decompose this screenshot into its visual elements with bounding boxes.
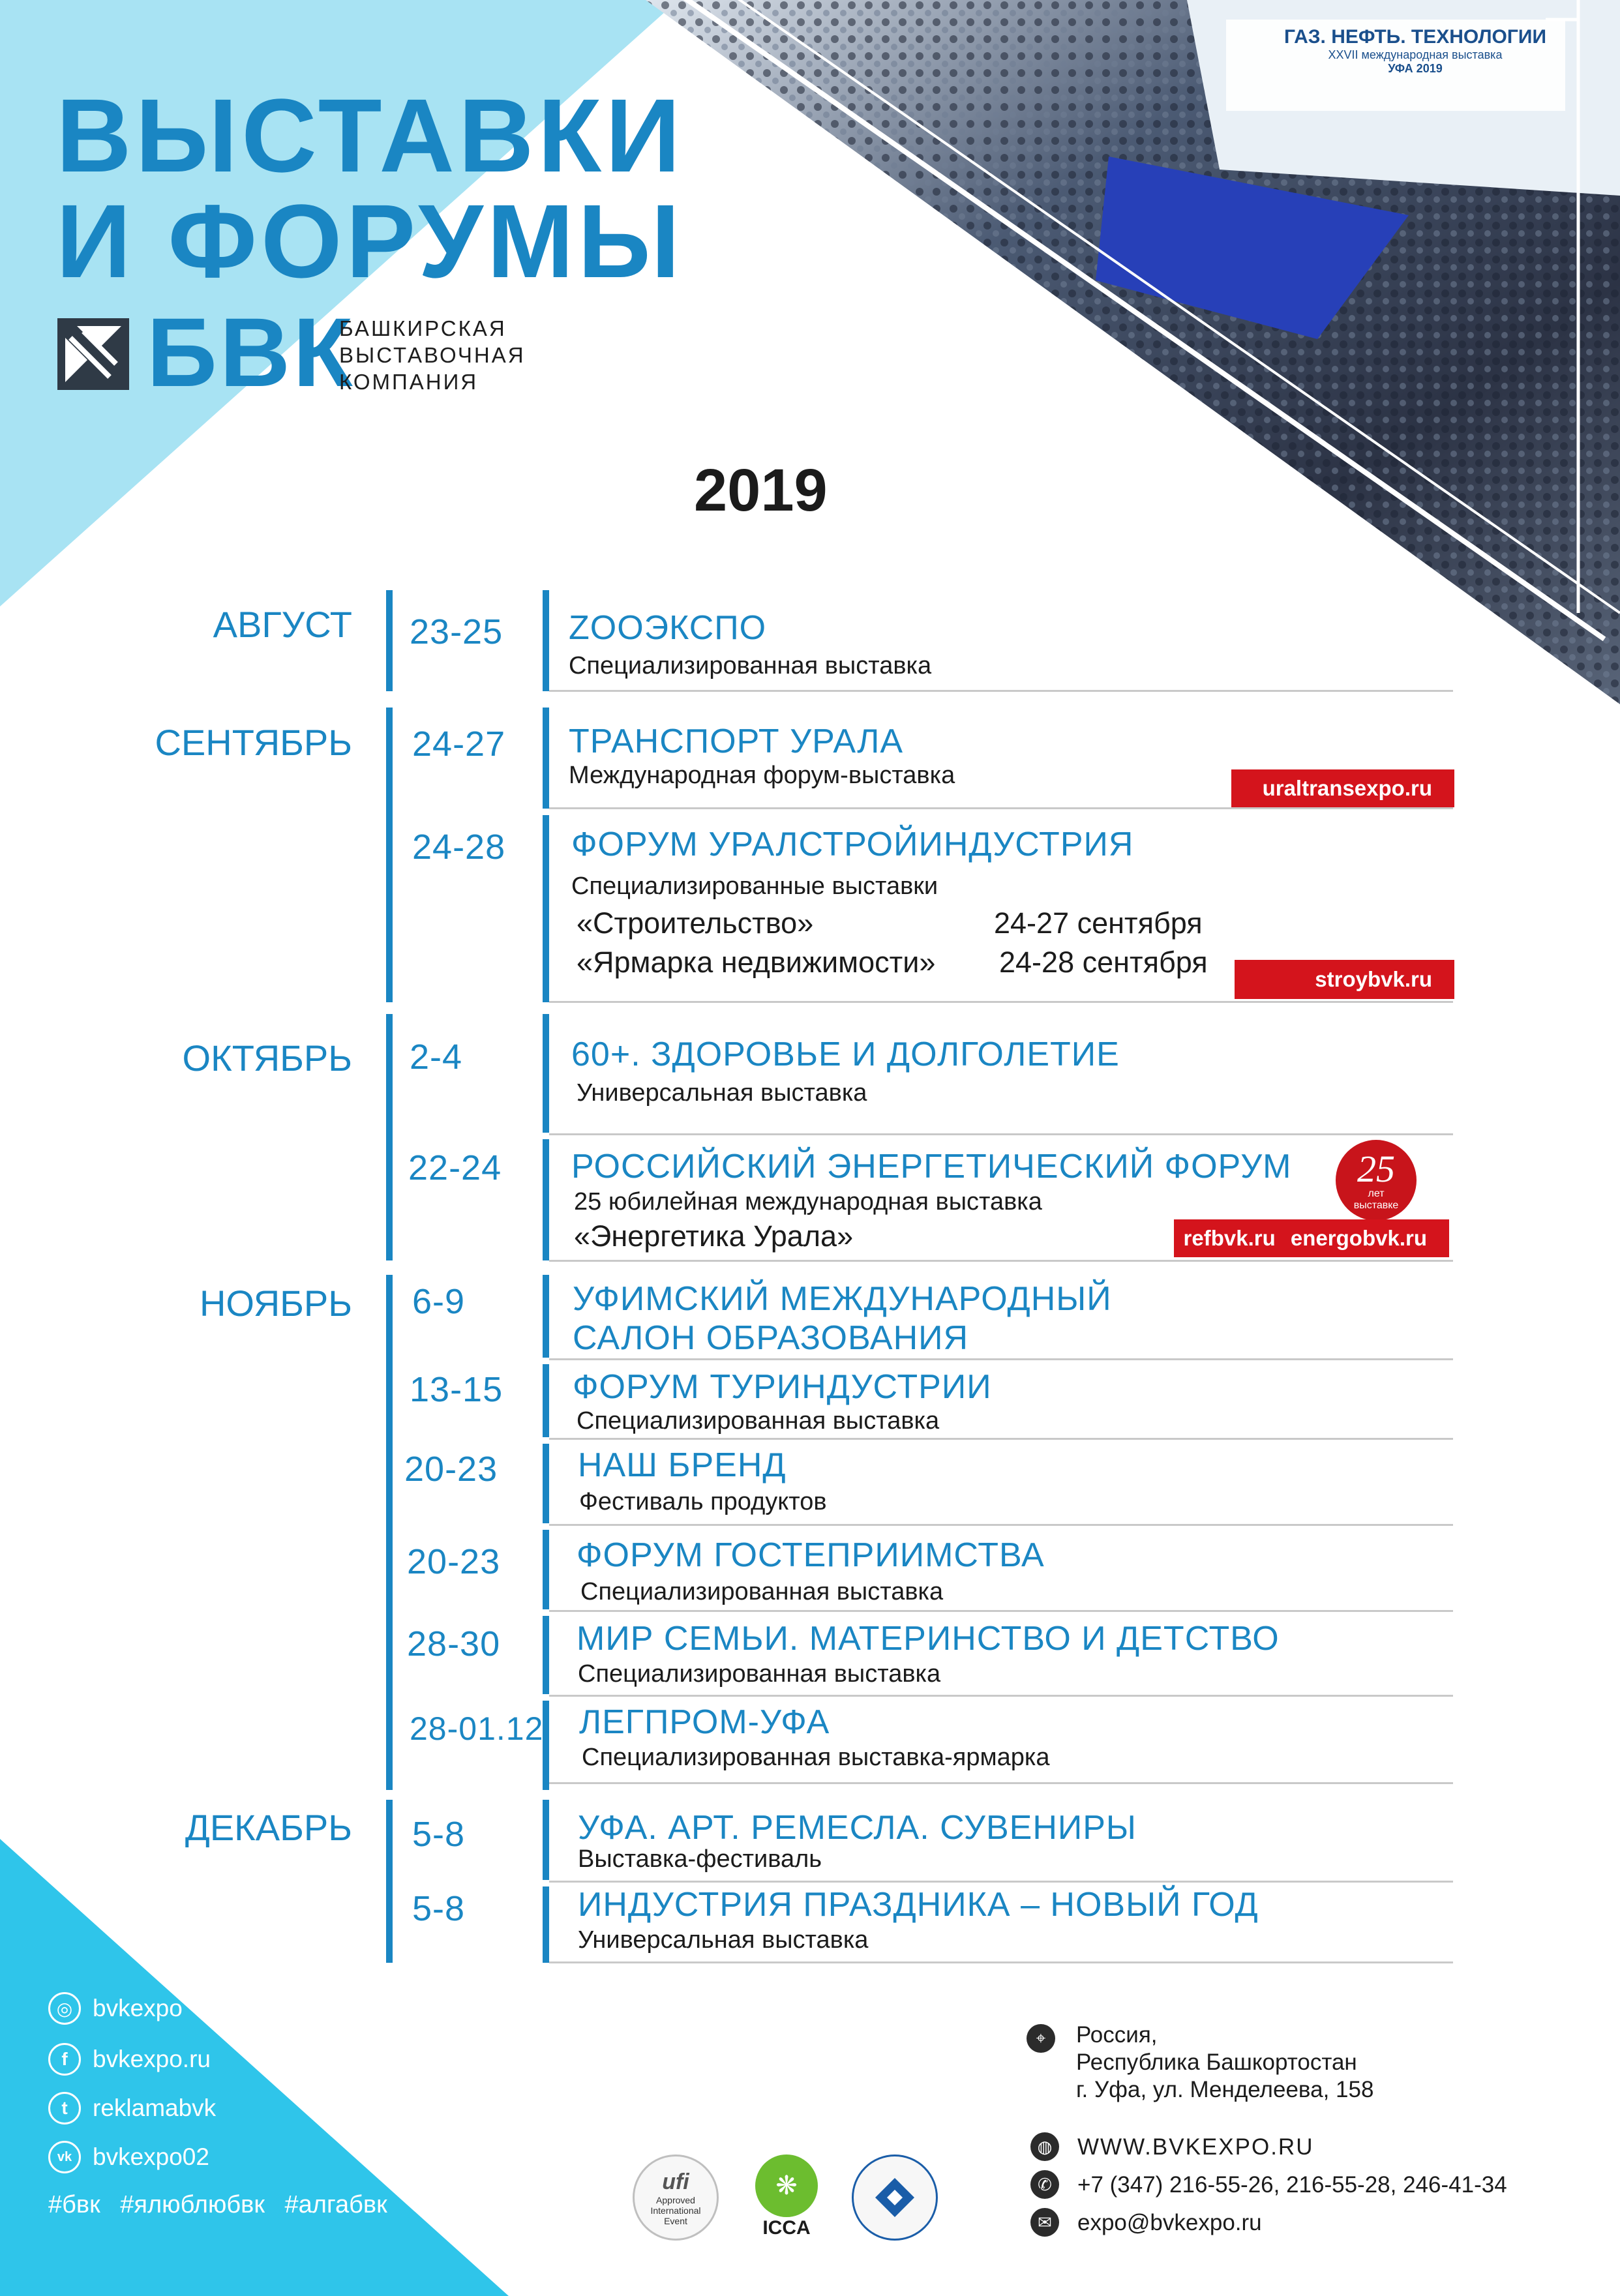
bar-event-e10	[543, 1616, 549, 1694]
event-subtitle: Специализированная выставка	[578, 1660, 941, 1688]
badge-word: лет	[1368, 1188, 1385, 1199]
social-facebook[interactable]	[48, 2043, 211, 2076]
bar-december	[386, 1800, 393, 1963]
event-subtitle: Универсальная выставка	[577, 1079, 867, 1107]
separator	[549, 1133, 1453, 1135]
website-link[interactable]: uraltransexpo.ru	[1231, 769, 1454, 807]
bar-august	[386, 590, 393, 691]
event-date: 24-28	[412, 827, 506, 867]
page-title-line1: ВЫСТАВКИ	[56, 77, 685, 194]
separator	[549, 1001, 1453, 1003]
globe-icon: ◍	[1030, 2132, 1059, 2161]
event-title: ТРАНСПОРТ УРАЛА	[569, 723, 904, 760]
ufi-line3: Event	[664, 2215, 687, 2226]
bar-event-e2	[543, 708, 549, 809]
facebook-icon: f	[48, 2043, 81, 2076]
event-title: МИР СЕМЬИ. МАТЕРИНСТВО И ДЕТСТВО	[577, 1620, 1280, 1658]
event-subtitle: Специализированная выставка	[577, 1407, 940, 1435]
event-subtitle: Международная форум-выставка	[569, 762, 955, 789]
bar-event-e1	[543, 590, 549, 691]
address-line2: Республика Башкортостан	[1076, 2050, 1357, 2075]
bvk-logo-icon	[57, 318, 129, 390]
event-subtitle: Специализированная выставка	[580, 1578, 944, 1605]
event-date: 28-30	[407, 1624, 501, 1663]
website-links[interactable]: refbvk.ru energobvk.ru	[1174, 1219, 1449, 1257]
logo-sub-line2: ВЫСТАВОЧНАЯ	[339, 343, 526, 367]
badge-number: 25	[1357, 1148, 1395, 1190]
event-date: 5-8	[412, 1815, 466, 1854]
event-item: «Строительство»	[577, 906, 814, 940]
event-date: 28-01.12	[410, 1710, 544, 1747]
anniversary-badge	[1336, 1140, 1417, 1221]
event-item: «Ярмарка недвижимости»	[577, 946, 936, 979]
event-title-line2: САЛОН ОБРАЗОВАНИЯ	[573, 1319, 969, 1357]
event-title: ИНДУСТРИЯ ПРАЗДНИКА – НОВЫЙ ГОД	[578, 1886, 1259, 1924]
address-line1: Россия,	[1076, 2022, 1158, 2048]
separator	[549, 1782, 1453, 1784]
mail-icon: ✉	[1030, 2208, 1059, 2237]
photo-banner-subtitle: XXVII международная выставка	[1328, 48, 1503, 61]
event-item-date: 24-27 сентября	[994, 906, 1203, 940]
event-subtitle: Специализированные выставки	[571, 872, 938, 900]
logo-sub-line1: БАШКИРСКАЯ	[339, 316, 507, 340]
vk-icon: vk	[48, 2141, 81, 2173]
event-date: 20-23	[407, 1542, 501, 1581]
badge-sub: выставке	[1353, 1200, 1399, 1211]
event-title: ФОРУМ ГОСТЕПРИИМСТВА	[577, 1536, 1045, 1574]
social-twitter-label: reklamabvk	[93, 2095, 217, 2121]
bar-event-e6	[543, 1275, 549, 1358]
social-vk-label: bvkexpo02	[93, 2143, 209, 2170]
phone[interactable]: +7 (347) 216-55-26, 216-55-28, 246-41-34	[1077, 2172, 1507, 2198]
address	[1076, 2021, 1373, 2104]
ufi-line1: Approved	[656, 2194, 695, 2205]
address-line3: г. Уфа, ул. Менделеева, 158	[1076, 2077, 1374, 2102]
social-instagram[interactable]	[48, 1992, 183, 2025]
event-date: 20-23	[404, 1450, 498, 1489]
separator	[549, 690, 1453, 692]
instagram-icon: ◎	[48, 1992, 81, 2025]
ufi-name: ufi	[662, 2169, 689, 2194]
ufi-logo	[633, 2154, 719, 2241]
hashtags: #бвк #ялюблюбвк #алгабвк	[48, 2191, 387, 2218]
year: 2019	[694, 457, 828, 524]
logo-sub-line3: КОМПАНИЯ	[339, 370, 479, 394]
social-vk[interactable]	[48, 2141, 209, 2173]
event-title: ФОРУМ ТУРИНДУСТРИИ	[573, 1368, 992, 1406]
separator	[549, 1260, 1453, 1262]
bar-event-e12	[543, 1800, 549, 1880]
separator	[549, 1961, 1453, 1963]
event-item: «Энергетика Урала»	[574, 1219, 854, 1253]
bar-event-e7	[543, 1364, 549, 1437]
social-facebook-label: bvkexpo.ru	[93, 2046, 211, 2072]
event-date: 22-24	[408, 1148, 502, 1187]
month-december: ДЕКАБРЬ	[185, 1807, 352, 1848]
event-subtitle: 25 юбилейная международная выставка	[574, 1188, 1042, 1215]
icca-logo	[743, 2154, 830, 2241]
event-title: ZООЭКСПО	[569, 609, 767, 647]
bar-november	[386, 1275, 393, 1790]
event-subtitle: Фестиваль продуктов	[579, 1488, 827, 1515]
event-date: 5-8	[412, 1889, 466, 1928]
photo-banner-city: УФА 2019	[1388, 62, 1443, 75]
event-date: 24-27	[412, 724, 506, 764]
ufi-line2: International	[650, 2205, 701, 2216]
separator	[549, 1438, 1453, 1440]
bar-event-e5	[543, 1139, 549, 1260]
event-title: ЛЕГПРОМ-УФА	[579, 1703, 830, 1741]
bar-september	[386, 708, 393, 1002]
bar-event-e13	[543, 1886, 549, 1963]
event-title: 60+. ЗДОРОВЬЕ И ДОЛГОЛЕТИЕ	[571, 1036, 1120, 1073]
bar-event-e4	[543, 1014, 549, 1133]
event-title: ФОРУМ УРАЛСТРОЙИНДУСТРИЯ	[571, 826, 1134, 863]
photo-banner-title: ГАЗ. НЕФТЬ. ТЕХНОЛОГИИ	[1283, 26, 1547, 48]
event-subtitle: Специализированная выставка	[569, 652, 932, 679]
rsvya-emblem-icon	[869, 2171, 921, 2224]
event-title: НАШ БРЕНД	[578, 1446, 787, 1484]
website-link[interactable]: stroybvk.ru	[1235, 960, 1454, 999]
location-icon: ⌖	[1027, 2024, 1055, 2053]
event-subtitle: Выставка-фестиваль	[578, 1845, 822, 1873]
month-november: НОЯБРЬ	[199, 1283, 352, 1324]
separator	[549, 1358, 1453, 1360]
separator	[549, 1524, 1453, 1526]
bar-event-e8	[543, 1444, 549, 1523]
separator	[549, 807, 1453, 809]
event-subtitle: Универсальная выставка	[578, 1926, 869, 1954]
event-item-date: 24-28 сентября	[999, 946, 1208, 979]
page-title-line2: И ФОРУМЫ	[56, 183, 684, 299]
separator	[549, 1881, 1453, 1883]
email[interactable]: expo@bvkexpo.ru	[1077, 2210, 1262, 2235]
icca-emblem-icon: ❋	[755, 2154, 818, 2217]
event-date: 23-25	[410, 612, 503, 651]
website[interactable]: WWW.BVKEXPO.RU	[1077, 2134, 1314, 2160]
phone-icon: ✆	[1030, 2170, 1059, 2199]
month-september: СЕНТЯБРЬ	[155, 722, 352, 763]
separator	[549, 1610, 1453, 1612]
bar-event-e3	[543, 815, 549, 1002]
event-date: 13-15	[410, 1370, 503, 1409]
month-october: ОКТЯБРЬ	[182, 1037, 352, 1079]
bar-october	[386, 1014, 393, 1260]
month-august: АВГУСТ	[213, 604, 352, 645]
russian-union-exhibitions-logo	[852, 2154, 938, 2241]
icca-label: ICCA	[762, 2217, 811, 2239]
bar-event-e11	[543, 1701, 549, 1790]
logo-abbr: БВК	[147, 297, 355, 407]
event-title-line1: УФИМСКИЙ МЕЖДУНАРОДНЫЙ	[573, 1280, 1112, 1318]
social-twitter[interactable]	[48, 2092, 216, 2125]
twitter-icon: t	[48, 2092, 81, 2125]
event-title: РОССИЙСКИЙ ЭНЕРГЕТИЧЕСКИЙ ФОРУМ	[571, 1148, 1292, 1185]
bar-event-e9	[543, 1530, 549, 1609]
event-subtitle: Специализированная выставка-ярмарка	[582, 1744, 1050, 1771]
separator	[549, 1695, 1453, 1697]
event-title: УФА. АРТ. РЕМЕСЛА. СУВЕНИРЫ	[578, 1809, 1137, 1847]
event-date: 2-4	[410, 1037, 463, 1077]
event-date: 6-9	[412, 1282, 466, 1321]
photo-banner	[1278, 26, 1552, 76]
social-instagram-label: bvkexpo	[93, 1995, 183, 2021]
